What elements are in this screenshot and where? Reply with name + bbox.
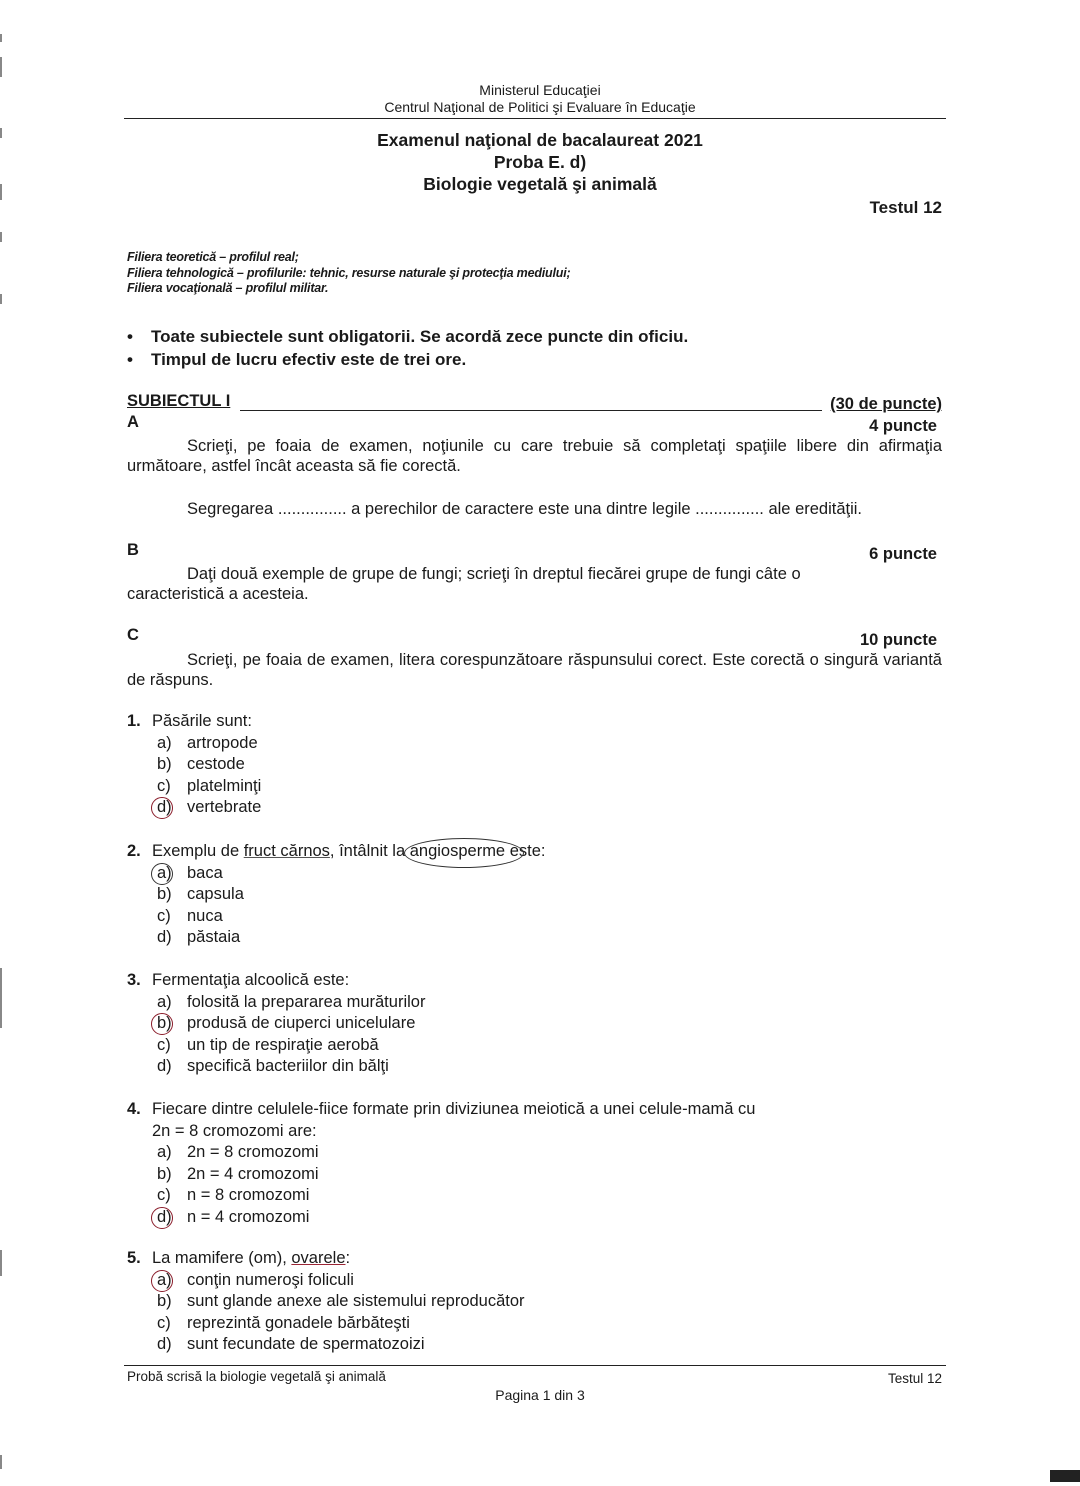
footer-exam-name: Probă scrisă la biologie vegetală şi animală xyxy=(127,1369,386,1384)
question-number: 4. xyxy=(127,1100,141,1118)
proba-title: Proba E. d) xyxy=(493,152,587,172)
scan-mark xyxy=(0,294,2,304)
option-c: c) un tip de respiraţie aerobă xyxy=(157,1035,379,1054)
option-b: b) 2n = 4 cromozomi xyxy=(157,1164,319,1183)
question-number: 1. xyxy=(127,712,141,730)
option-a: a) 2n = 8 cromozomi xyxy=(157,1143,319,1161)
section-b-points: 6 puncte xyxy=(869,545,937,563)
option-a: a) folosită la prepararea murăturilor xyxy=(157,992,426,1011)
option-b: b) sunt glande anexe ale sistemului reproducător xyxy=(157,1292,525,1310)
option-b: b) cestode xyxy=(157,755,245,773)
option-a: a) artropode xyxy=(157,733,258,752)
test-label: Testul 12 xyxy=(869,198,942,217)
option-a: a) baca xyxy=(127,863,545,885)
subject-title: Biologie vegetală şi animală xyxy=(423,174,657,194)
instructions-list xyxy=(127,325,688,371)
option-d: d) n = 4 cromozomi xyxy=(127,1207,755,1229)
underlined-term: fruct cărnos xyxy=(243,842,330,860)
circled-term: angiosperme xyxy=(409,842,506,860)
scan-corner-mark xyxy=(1050,1470,1080,1482)
option-b: b) capsula xyxy=(157,885,244,903)
option-c: c) nuca xyxy=(157,906,223,925)
answer-circle-mark xyxy=(151,863,173,885)
option-d: d) vertebrate xyxy=(127,797,261,819)
question-3 xyxy=(127,970,425,1078)
option-d: d) păstaia xyxy=(157,928,241,946)
subject-points: (30 de puncte) xyxy=(830,395,942,413)
exam-title: Examenul naţional de bacalaureat 2021 xyxy=(377,130,703,150)
scan-mark xyxy=(0,968,2,1028)
option-d: d) specifică bacteriilor din bălţi xyxy=(157,1057,389,1075)
question-stem: Fiecare dintre celulele-fiice formate prin diviziunea meiotică a unei celule-mamă cu xyxy=(152,1100,756,1118)
option-b: b) produsă de ciuperci unicelulare xyxy=(127,1013,425,1035)
filiera-item: Filiera tehnologică – profilurile: tehnic, resurse naturale şi protecţia mediului; xyxy=(127,265,571,280)
footer-test-label: Testul 12 xyxy=(887,1371,942,1386)
option-c: c) platelminţi xyxy=(157,776,262,795)
option-c: c) reprezintă gonadele bărbăteşti xyxy=(157,1313,410,1332)
page-number: Pagina 1 din 3 xyxy=(495,1387,585,1403)
question-number: 3. xyxy=(127,971,141,989)
scan-mark xyxy=(0,57,2,77)
section-c-label: C xyxy=(127,626,139,644)
section-a-instruction: Scrieţi, pe foaia de examen, noţiunile cu care trebuie să completaţi spaţiile libere din afirmaţia următoare, astfel încât aceasta să fie corectă. xyxy=(127,437,942,475)
question-number: 5. xyxy=(127,1249,141,1267)
question-stem-continued: 2n = 8 cromozomi are: xyxy=(152,1121,317,1140)
filiera-item: Filiera teoretică – profilul real; xyxy=(127,250,299,264)
answer-circle-mark xyxy=(151,1013,173,1035)
filiera-list xyxy=(127,250,570,297)
option-d: d) sunt fecundate de spermatozoizi xyxy=(157,1335,425,1353)
section-b-label: B xyxy=(127,541,139,559)
option-c: c) n = 8 cromozomi xyxy=(157,1186,310,1204)
question-number: 2. xyxy=(127,842,141,860)
ministry-name: Ministerul Educaţiei xyxy=(479,82,601,98)
question-stem: Fermentaţia alcoolică este: xyxy=(152,971,350,989)
scan-mark xyxy=(0,1250,2,1276)
answer-circle-mark xyxy=(151,1270,173,1292)
question-4 xyxy=(127,1099,755,1228)
answer-circle-mark xyxy=(151,1207,173,1229)
question-1 xyxy=(127,711,261,819)
subject-heading: SUBIECTUL I xyxy=(127,392,231,410)
center-name: Centrul Naţional de Politici şi Evaluare în Educaţie xyxy=(384,99,696,115)
section-a-points: 4 puncte xyxy=(869,417,937,435)
question-5: 5. La mamifere (om), ovarele: a) conţin numeroşi foliculi b) sunt glande anexe ale sistemului reproducător c) reprezintă gonadele bărbăteşti d) sunt fecundate de spermatozoizi xyxy=(127,1248,525,1356)
section-a-label: A xyxy=(127,413,139,431)
question-stem: Păsările sunt: xyxy=(152,712,252,730)
instruction-item: • Timpul de lucru efectiv este de trei ore. xyxy=(127,348,688,371)
filiera-item: Filiera vocaţională – profilul militar. xyxy=(127,281,329,295)
footer-divider xyxy=(124,1365,946,1366)
underlined-term: ovarele xyxy=(291,1249,346,1267)
header-divider xyxy=(124,118,946,119)
question-2: 2. Exemplu de fruct cărnos, întâlnit la angiosperme este: a) baca b) capsula c) nuca d) păstaia xyxy=(127,841,545,949)
section-c-instruction: Scrieţi, pe foaia de examen, litera corespunzătoare răspunsului corect. Este corectă o singură variantă de răspuns. xyxy=(127,651,942,689)
section-a-statement: Segregarea ............... a perechilor de caractere este una dintre legile ............... ale eredităţii. xyxy=(187,500,863,518)
scan-mark xyxy=(0,34,2,42)
section-b-instruction: Daţi două exemple de grupe de fungi; scrieţi în dreptul fiecărei grupe de fungi câte o caracteristică a acesteia. xyxy=(127,565,801,603)
option-a: a) conţin numeroşi foliculi xyxy=(127,1270,525,1292)
subject-divider xyxy=(240,410,822,411)
scan-mark xyxy=(0,1455,2,1469)
answer-circle-mark xyxy=(151,797,173,819)
scan-mark xyxy=(0,232,2,242)
section-c-points: 10 puncte xyxy=(859,631,937,649)
instruction-item: • Toate subiectele sunt obligatorii. Se acordă zece puncte din oficiu. xyxy=(127,325,688,348)
